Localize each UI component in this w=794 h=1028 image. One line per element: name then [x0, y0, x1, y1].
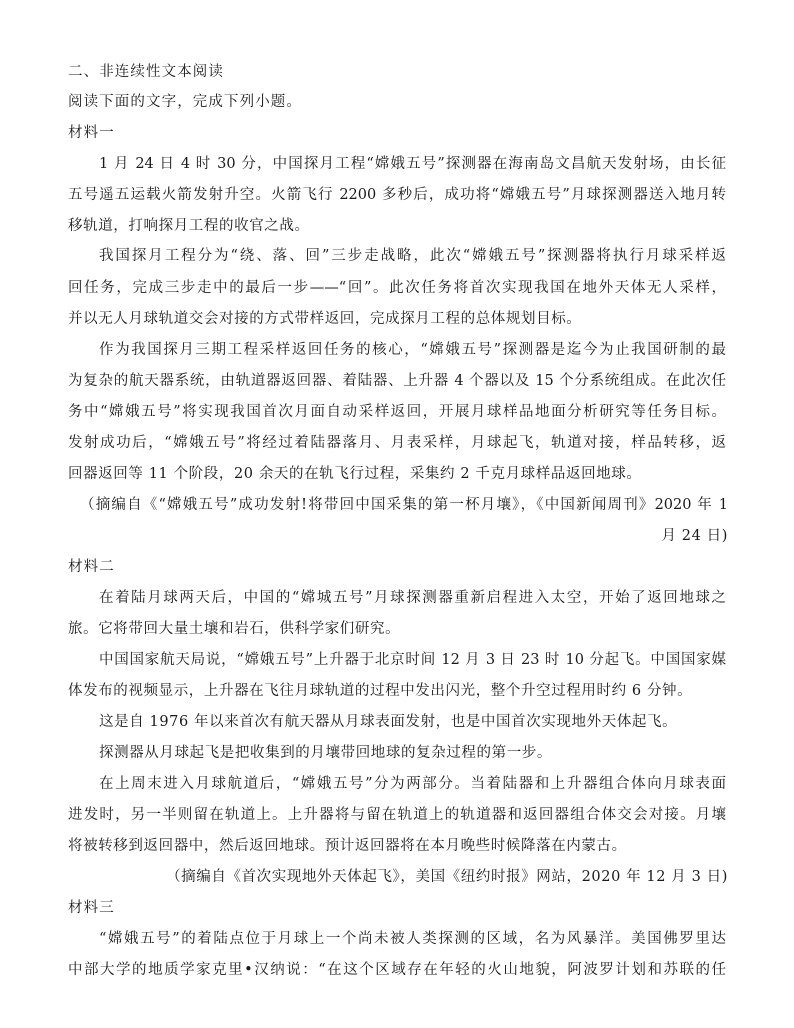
material-1-line: 五号遥五运载火箭发射升空。火箭飞行 2200 多秒后，成功将“嫦娥五号”月球探测器送入地月转 — [68, 187, 726, 203]
material-2-line: 在着陆月球两天后，中国的“嫦城五号”月球探测器重新启程进入太空，开始了返回地球之 — [99, 590, 726, 606]
material-2-line: 中国国家航天局说，“嫦娥五号”上升器于北京时间 12 月 3 日 23 时 10 分起飞。中国国家媒 — [99, 652, 726, 668]
material-2-label: 材料二 — [68, 559, 115, 575]
material-2-line: 在上周末进入月球航道后，“嫦娥五号”分为两部分。当着陆器和上升器组合体向月球表面 — [99, 776, 726, 792]
material-1-line: 1 月 24 日 4 时 30 分，中国探月工程“嫦娥五号”探测器在海南岛文昌航天发射场，由长征 — [99, 156, 726, 172]
material-1-line: 务中“嫦娥五号”将实现我国首次月面自动采样返回，开展月球样品地面分析研究等任务目标。 — [68, 404, 726, 420]
material-3-line: 中部大学的地质学家克里•汉纳说：“在这个区域存在年轻的火山地貌，阿波罗计划和苏联的任 — [68, 962, 726, 978]
material-1-citation: （摘编自《“嫦娥五号”成功发射!将带回中国采集的第一杯月壤》，《中国新闻周刊》2020 年 1 — [80, 497, 728, 513]
material-1-line: 并以无人月球轨道交会对接的方式带样返回，完成探月工程的总体规划目标。 — [68, 311, 582, 327]
material-1-line: 我国探月工程分为“绕、落、回”三步走战略，此次“嫦娥五号”探测器将执行月球采样返 — [99, 248, 726, 264]
material-1-line: 作为我国探月三期工程采样返回任务的核心，“嫦娥五号”探测器是迄今为止我国研制的最 — [99, 342, 726, 358]
material-1-label: 材料一 — [68, 125, 115, 141]
material-2-line: 探测器从月球起飞是把收集到的月壤带回地球的复杂过程的第一步。 — [99, 745, 552, 761]
material-3-line: “嫦娥五号”的着陆点位于月球上一个尚未被人类探测的区域，名为风暴洋。美国佛罗里达 — [99, 931, 726, 947]
section-heading: 二、非连续性文本阅读 — [68, 64, 224, 80]
material-1-line: 移轨道，打响探月工程的收官之战。 — [68, 218, 310, 234]
material-1-line: 回任务，完成三步走中的最后一步——“回”。此次任务将首次实现我国在地外天体无人采样， — [68, 280, 726, 296]
material-1-line: 发射成功后，“嫦娥五号”将经过着陆器落月、月表采样，月球起飞，轨道对接，样品转移，返 — [68, 435, 726, 451]
material-2-line: 体发布的视频显示，上升器在飞往月球轨道的过程中发出闪光，整个升空过程用时约 6 分钟。 — [68, 683, 693, 699]
material-3-label: 材料三 — [68, 900, 115, 916]
material-2-citation: （摘编自《首次实现地外天体起飞》，美国《纽约时报》网站，2020 年 12 月 3 日) — [166, 869, 728, 885]
material-1-line: 为复杂的航天器系统，由轨道器返回器、着陆器、上升器 4 个器以及 15 个分系统组成。在此次任 — [68, 373, 726, 389]
material-2-line: 将被转移到返回器中，然后返回地球。预计返回器将在本月晚些时候降落在内蒙古。 — [68, 838, 627, 854]
material-1-citation-date: 月 24 日) — [661, 528, 728, 544]
material-2-line: 进发时，另一半则留在轨道上。上升器将与留在轨道上的轨道器和返回器组合体交会对接。月壤 — [68, 807, 726, 823]
instruction-text: 阅读下面的文字，完成下列小题。 — [68, 94, 302, 110]
material-1-line: 回器返回等 11 个阶段，20 余天的在轨飞行过程，采集约 2 千克月球样品返回地球。 — [68, 466, 642, 482]
material-2-line: 这是自 1976 年以来首次有航天器从月球表面发射，也是中国首次实现地外天体起飞。 — [99, 714, 678, 730]
material-2-line: 旅。它将带回大量土壤和岩石，供科学家们研究。 — [68, 621, 401, 637]
